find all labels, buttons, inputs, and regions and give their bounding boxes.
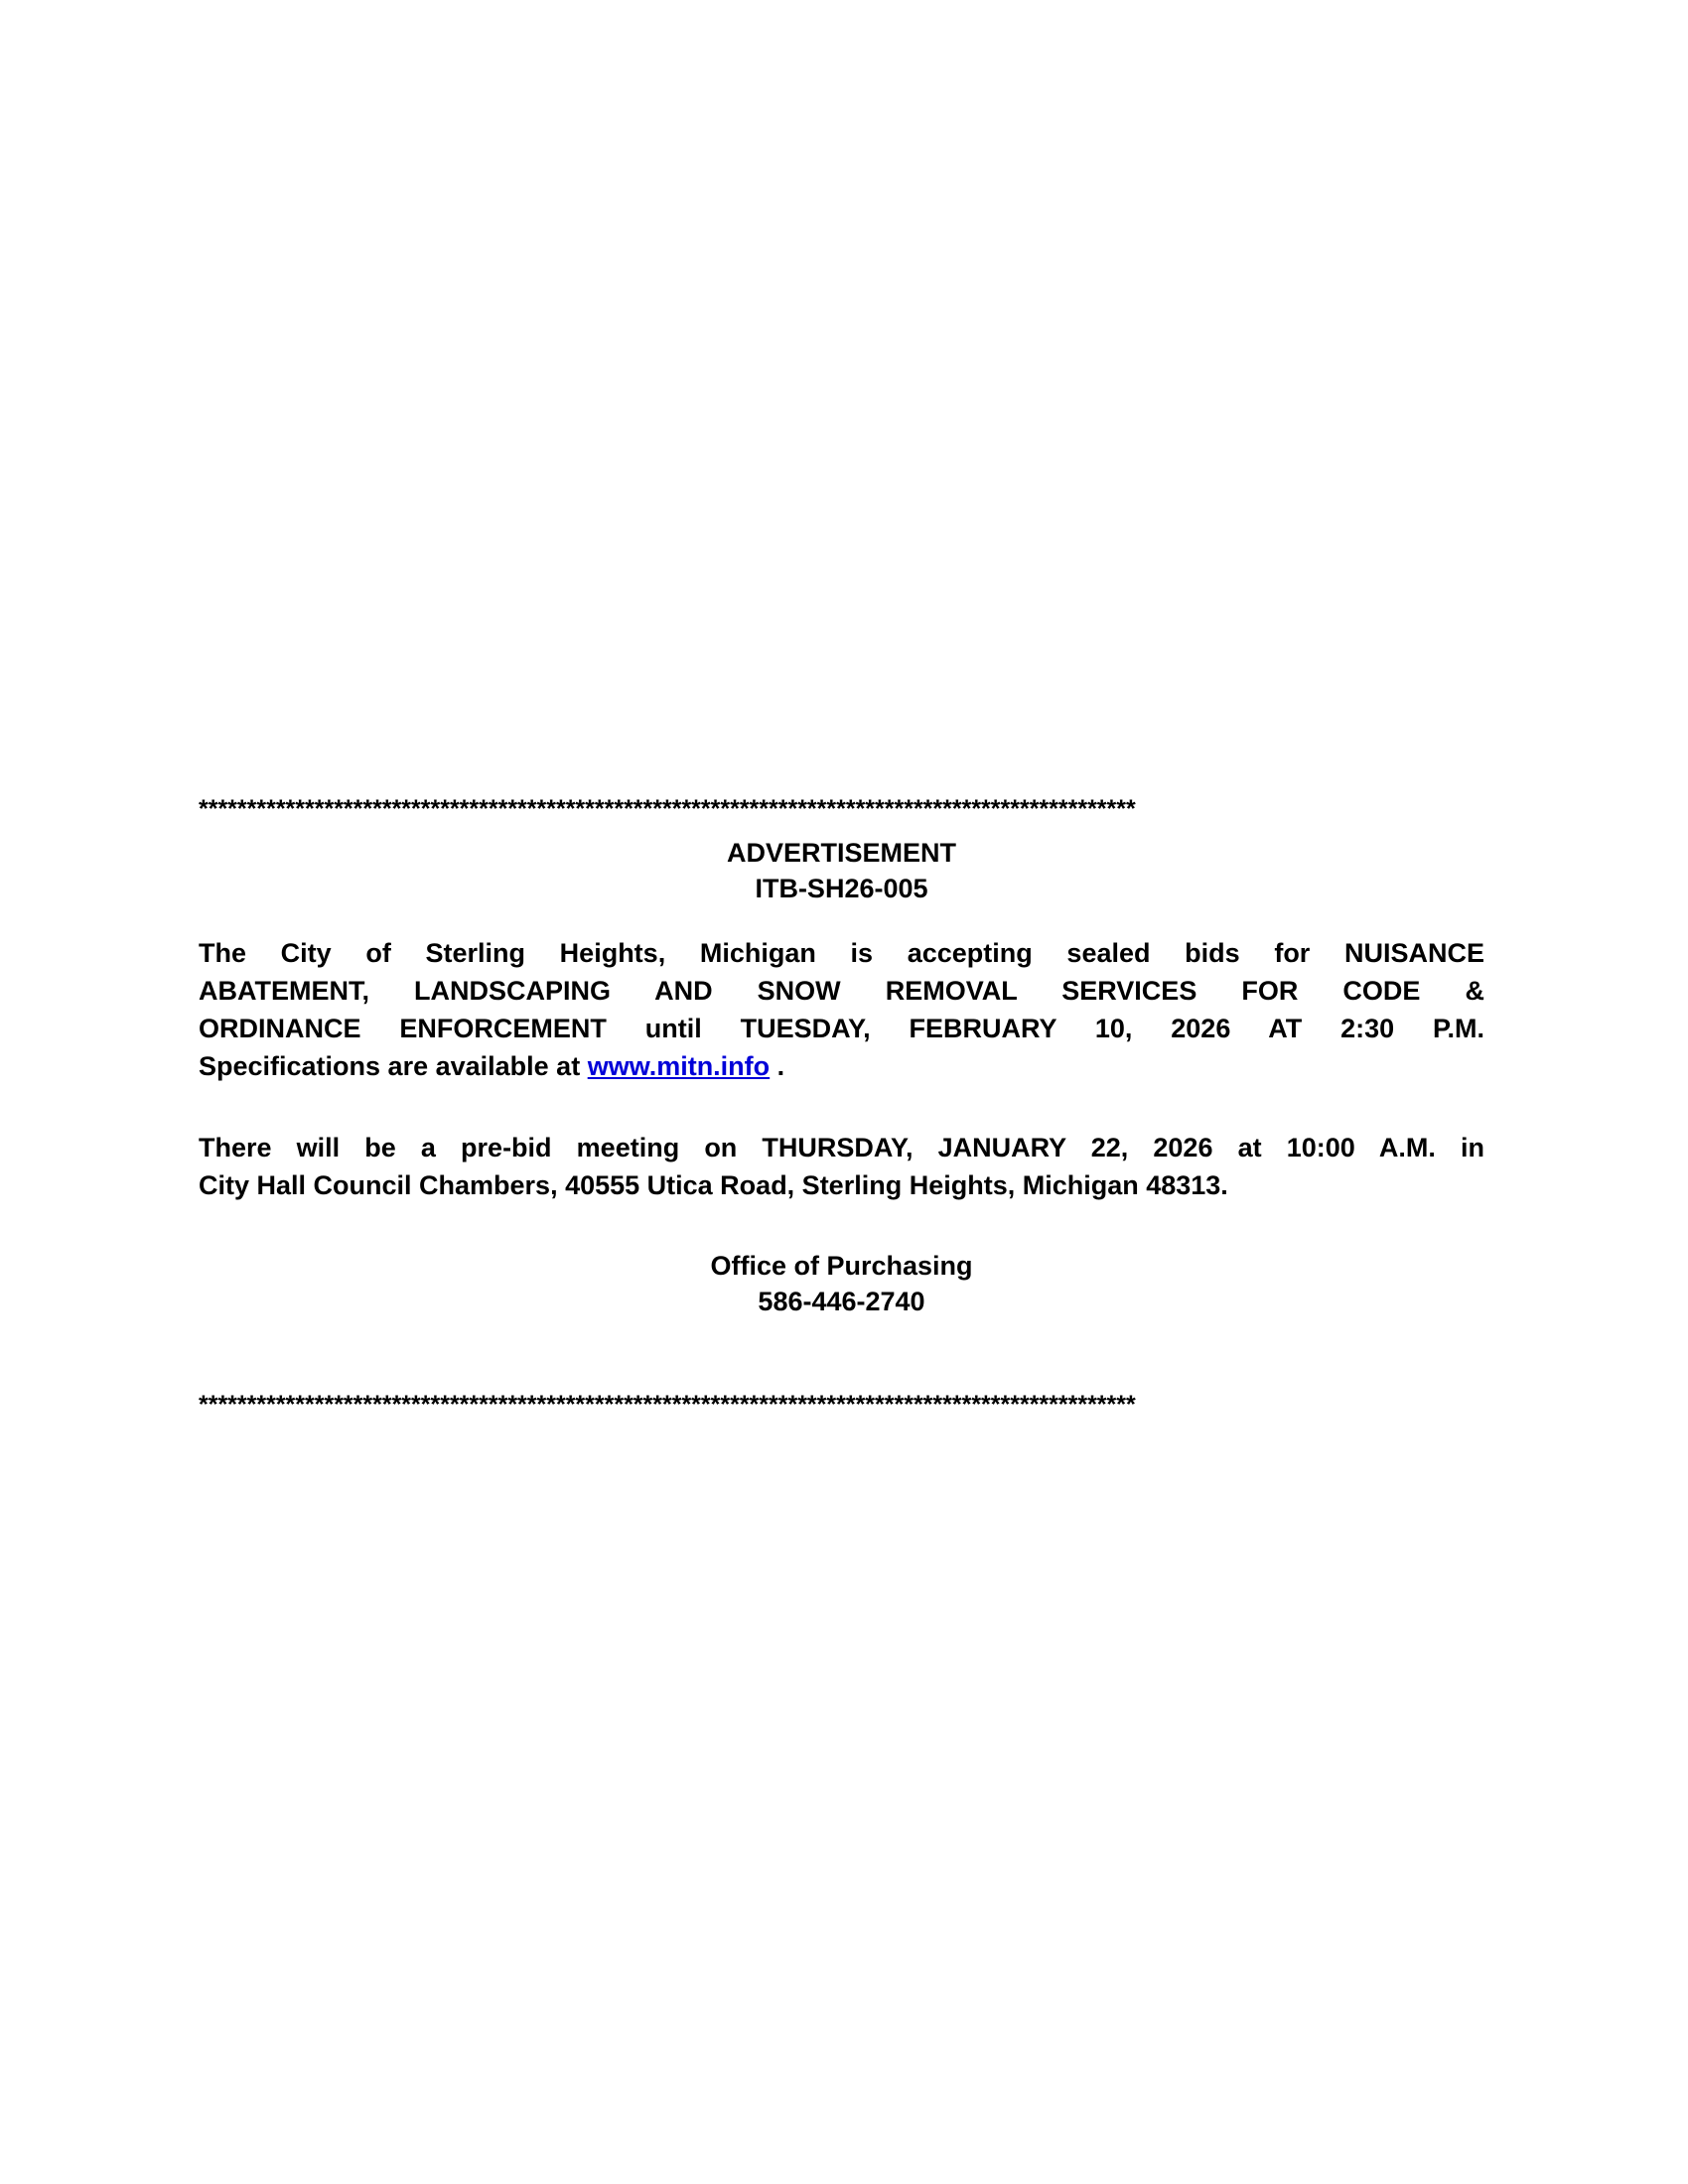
page-title: ADVERTISEMENT	[726, 838, 957, 868]
paragraph-2-line-2: City Hall Council Chambers, 40555 Utica Road, Sterling Heights, Michigan 48313.	[199, 1170, 1228, 1200]
paragraph-1-line-4-suffix: .	[770, 1051, 785, 1081]
specifications-text: Specifications are available at	[199, 1051, 588, 1081]
top-asterisk-divider: *************************************************************************************************	[199, 799, 1136, 819]
paragraph-1-line-1: The City of Sterling Heights, Michigan is accepting sealed bids for NUISANCE	[199, 938, 1484, 968]
office-name: Office of Purchasing	[710, 1251, 973, 1281]
paragraph-1-line-2: ABATEMENT, LANDSCAPING AND SNOW REMOVAL SERVICES FOR CODE &	[199, 976, 1484, 1006]
paragraph-1-line-4	[199, 1047, 1484, 1085]
paragraph-2-line-1: There will be a pre-bid meeting on THURSDAY, JANUARY 22, 2026 at 10:00 A.M. in	[199, 1133, 1484, 1162]
paragraph-1-line-3: ORDINANCE ENFORCEMENT until TUESDAY, FEBRUARY 10, 2026 AT 2:30 P.M.	[199, 1014, 1484, 1043]
advertisement-body	[199, 799, 1484, 1415]
bottom-asterisk-divider: *************************************************************************************************	[199, 1395, 1136, 1415]
office-block	[199, 1248, 1484, 1319]
bid-number: ITB-SH26-005	[755, 874, 928, 903]
office-phone: 586-446-2740	[758, 1287, 925, 1316]
paragraph-pre-bid-meeting	[199, 1129, 1484, 1204]
mitn-link[interactable]: www.mitn.info	[587, 1051, 771, 1081]
title-block	[199, 835, 1484, 906]
paragraph-bid-notice	[199, 934, 1484, 1085]
